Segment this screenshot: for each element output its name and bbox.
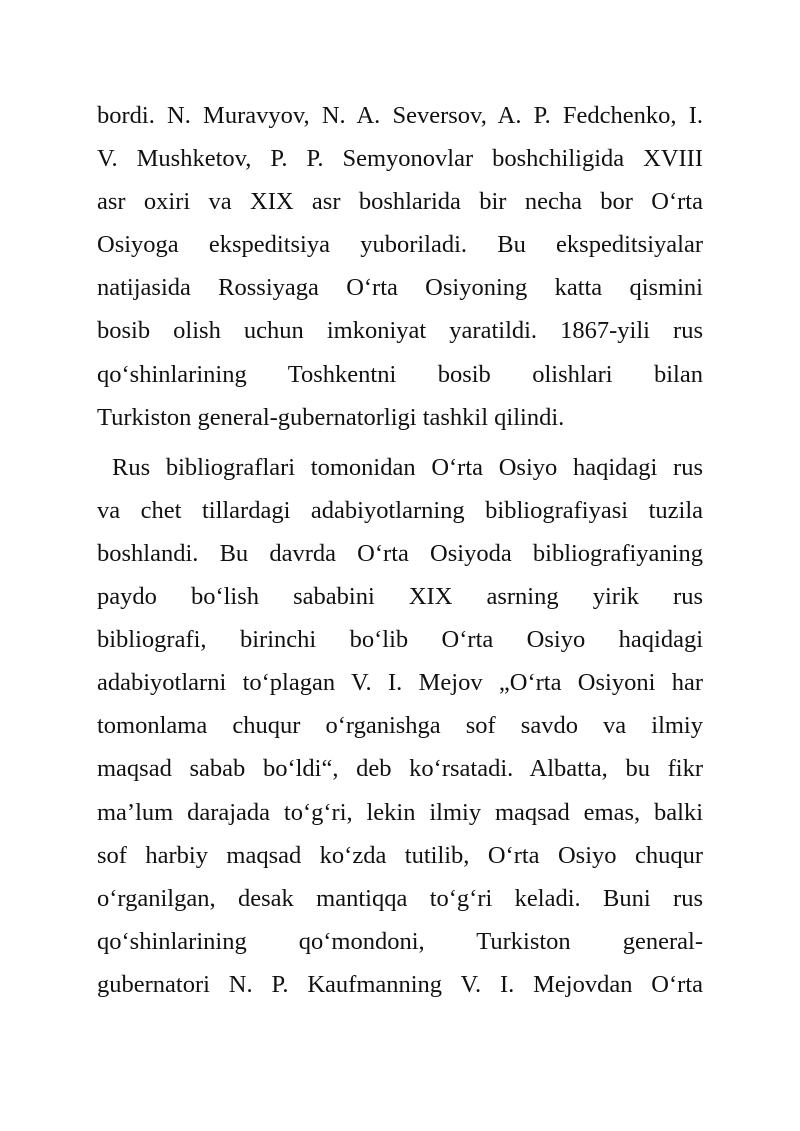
text-line: bibliografi, birinchi bo‘lib O‘rta Osiyo haqidagi — [97, 626, 703, 654]
text-line: natijasida Rossiyaga O‘rta Osiyoning katta qismini — [97, 274, 703, 302]
paragraph-spacer — [97, 439, 703, 446]
text-line: V. Mushketov, P. P. Semyonovlar boshchiligida XVIII — [97, 145, 703, 173]
text-line: maqsad sabab bo‘ldi“, deb ko‘rsatadi. Albatta, bu fikr — [97, 755, 703, 783]
text-line: qo‘shinlarining Toshkentni bosib olishlari bilan — [97, 360, 703, 388]
text-line: Osiyoga ekspeditsiya yuboriladi. Bu ekspeditsiyalar — [97, 231, 703, 259]
text-line: Turkiston general-gubernatorligi tashkil qilindi. — [97, 403, 565, 431]
text-line: qo‘shinlarining qo‘mondoni, Turkiston general- — [97, 927, 703, 955]
text-line: gubernatori N. P. Kaufmanning V. I. Mejovdan O‘rta — [97, 970, 703, 998]
text-line: Rus bibliograflari tomonidan O‘rta Osiyo haqidagi rus — [112, 453, 703, 481]
document-page — [97, 94, 703, 1006]
paragraph-2 — [97, 446, 703, 1006]
text-line: bosib olish uchun imkoniyat yaratildi. 1867-yili rus — [97, 317, 703, 345]
text-line: sof harbiy maqsad ko‘zda tutilib, O‘rta Osiyo chuqur — [97, 841, 703, 869]
text-line: ma’lum darajada to‘g‘ri, lekin ilmiy maqsad emas, balki — [97, 798, 703, 826]
text-line: tomonlama chuqur o‘rganishga sof savdo va ilmiy — [97, 712, 703, 740]
paragraph-1 — [97, 94, 703, 439]
text-line: adabiyotlarni to‘plagan V. I. Mejov „O‘rta Osiyoni har — [97, 669, 703, 697]
text-line: paydo bo‘lish sababini XIX asrning yirik rus — [97, 583, 703, 611]
text-line: bordi. N. Muravyov, N. A. Seversov, A. P. Fedchenko, I. — [97, 102, 703, 129]
text-line: boshlandi. Bu davrda O‘rta Osiyoda bibliografiyaning — [97, 539, 703, 567]
text-line: asr oxiri va XIX asr boshlarida bir necha bor O‘rta — [97, 188, 703, 216]
text-line: o‘rganilgan, desak mantiqqa to‘g‘ri keladi. Buni rus — [97, 884, 703, 912]
text-line: va chet tillardagi adabiyotlarning bibliografiyasi tuzila — [97, 496, 703, 524]
